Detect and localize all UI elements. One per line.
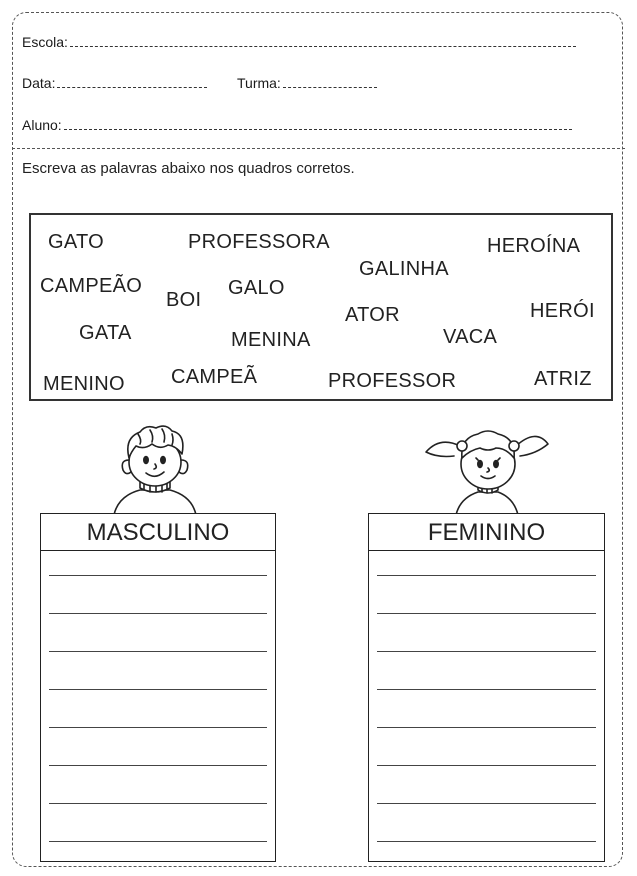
masculino-answer-line[interactable]	[49, 613, 267, 614]
escola-field	[22, 34, 576, 50]
turma-field	[237, 75, 377, 91]
turma-blank[interactable]	[283, 77, 377, 88]
word-item: ATOR	[345, 304, 400, 326]
feminino-answer-line[interactable]	[377, 689, 596, 690]
aluno-label: Aluno:	[22, 117, 62, 133]
feminino-answer-line[interactable]	[377, 651, 596, 652]
word-item: HEROÍNA	[487, 235, 581, 257]
word-item: CAMPEÃO	[40, 275, 143, 297]
masculino-answer-line[interactable]	[49, 727, 267, 728]
masculino-answer-line[interactable]	[49, 689, 267, 690]
instruction-text: Escreva as palavras abaixo nos quadros corretos.	[22, 160, 355, 177]
girl-icon	[420, 418, 550, 515]
data-label: Data:	[22, 75, 56, 91]
feminino-answer-line[interactable]	[377, 803, 596, 804]
masculino-answer-line[interactable]	[49, 765, 267, 766]
word-item: PROFESSOR	[328, 370, 457, 392]
masculino-answer-line[interactable]	[49, 841, 267, 842]
word-item: MENINO	[43, 373, 125, 395]
escola-blank[interactable]	[70, 36, 576, 47]
aluno-blank[interactable]	[64, 119, 572, 130]
turma-label: Turma:	[237, 75, 281, 91]
feminino-column	[368, 513, 605, 862]
escola-label: Escola:	[22, 34, 68, 50]
feminino-answer-line[interactable]	[377, 841, 596, 842]
feminino-answer-line[interactable]	[377, 613, 596, 614]
word-item: VACA	[443, 326, 498, 348]
data-blank[interactable]	[57, 77, 207, 88]
word-item: GALINHA	[359, 258, 449, 280]
data-field	[22, 75, 207, 91]
word-item: BOI	[166, 289, 202, 311]
aluno-field	[22, 117, 572, 133]
word-item: GATA	[79, 322, 132, 344]
word-item: GALO	[228, 277, 285, 299]
feminino-answer-line[interactable]	[377, 575, 596, 576]
feminino-answer-line[interactable]	[377, 765, 596, 766]
masculino-answer-line[interactable]	[49, 803, 267, 804]
word-item: CAMPEÃ	[171, 366, 258, 388]
word-item: GATO	[48, 231, 105, 253]
masculino-answer-line[interactable]	[49, 575, 267, 576]
word-item: ATRIZ	[534, 368, 592, 390]
feminino-answer-line[interactable]	[377, 727, 596, 728]
masculino-column	[40, 513, 276, 862]
masculino-answer-line[interactable]	[49, 651, 267, 652]
masculino-title: MASCULINO	[41, 514, 275, 551]
feminino-title: FEMININO	[369, 514, 604, 551]
word-item: PROFESSORA	[188, 231, 330, 253]
word-item: MENINA	[231, 329, 311, 351]
word-bank	[29, 213, 613, 401]
word-item: HERÓI	[530, 300, 595, 322]
header-divider	[12, 148, 625, 149]
boy-icon	[100, 420, 210, 515]
